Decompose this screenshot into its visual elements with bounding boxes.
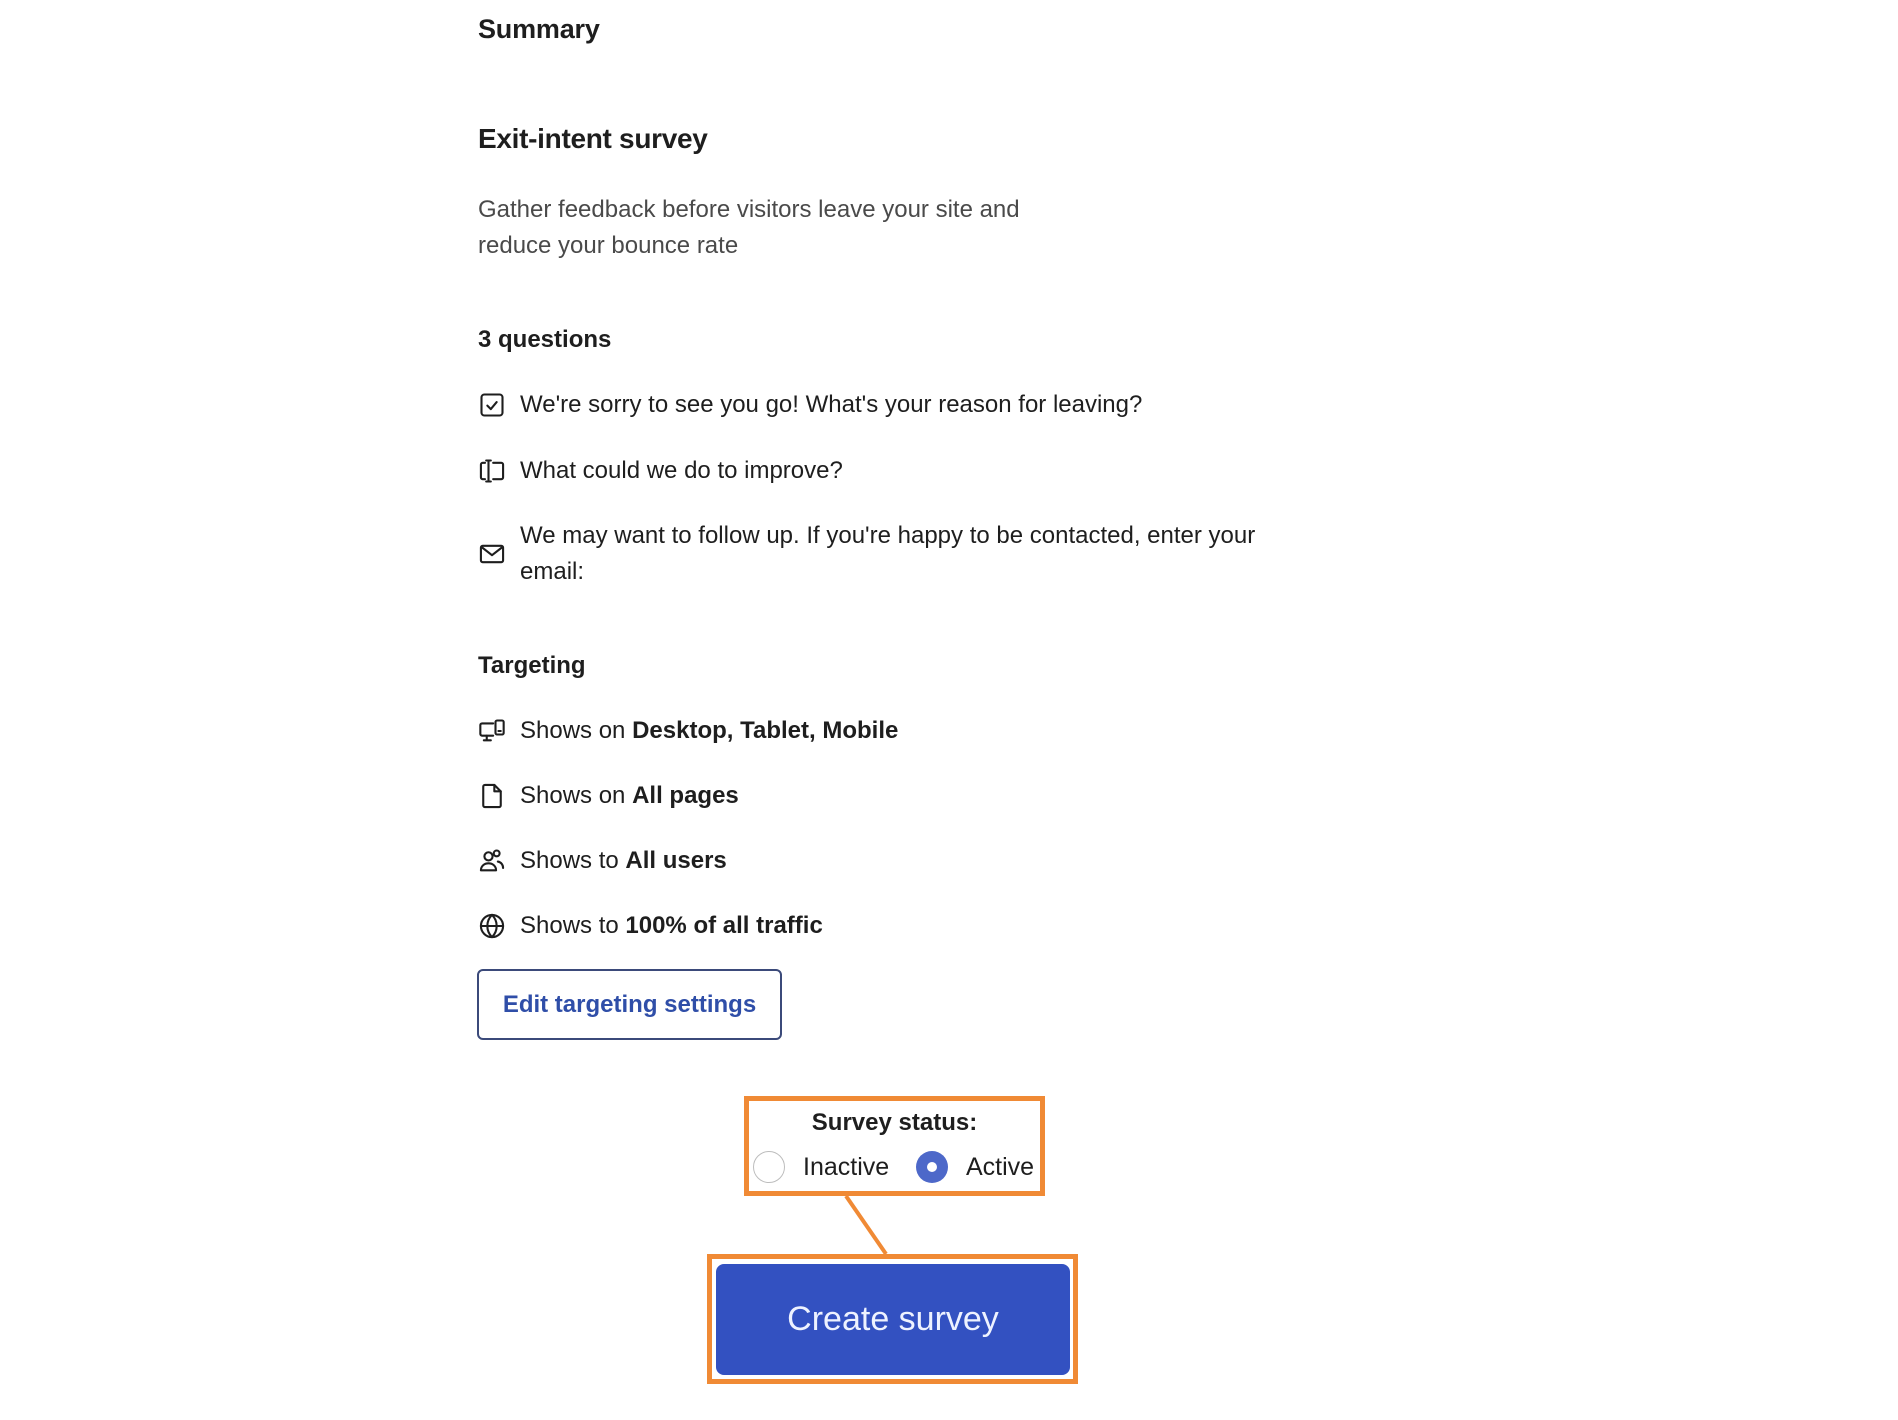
survey-status-group xyxy=(744,1096,1045,1196)
page-icon xyxy=(476,778,508,814)
question-text: What could we do to improve? xyxy=(520,457,843,484)
targeting-value: All users xyxy=(625,847,727,874)
text-input-icon xyxy=(476,453,508,489)
status-inactive-label: Inactive xyxy=(803,1152,890,1181)
targeting-traffic xyxy=(476,908,1320,944)
targeting-pages xyxy=(476,778,1320,814)
radio-selected-icon[interactable] xyxy=(916,1151,948,1183)
checkbox-icon xyxy=(476,387,508,423)
survey-title: Exit-intent survey xyxy=(478,123,708,154)
status-active-radio[interactable] xyxy=(916,1151,1034,1183)
targeting-value: Desktop, Tablet, Mobile xyxy=(632,717,899,744)
question-item xyxy=(476,453,1320,489)
survey-description: Gather feedback before visitors leave your site and reduce your bounce rate xyxy=(478,196,1020,259)
users-icon xyxy=(476,843,508,879)
question-item xyxy=(476,518,1310,590)
targeting-prefix: Shows on xyxy=(520,782,633,809)
edit-targeting-button[interactable]: Edit targeting settings xyxy=(477,969,782,1040)
targeting-prefix: Shows to xyxy=(520,912,626,939)
questions-heading: 3 questions xyxy=(478,326,612,353)
envelope-icon xyxy=(476,518,508,590)
survey-status-label: Survey status: xyxy=(811,1109,978,1136)
question-text: We may want to follow up. If you're happy to be contacted, enter your email: xyxy=(520,522,1256,585)
targeting-value: 100% of all traffic xyxy=(625,912,823,939)
summary-heading: Summary xyxy=(478,14,600,44)
globe-icon xyxy=(476,908,508,944)
devices-icon xyxy=(476,713,508,749)
status-inactive-radio[interactable] xyxy=(753,1151,889,1183)
create-survey-button[interactable]: Create survey xyxy=(716,1264,1070,1375)
targeting-heading: Targeting xyxy=(478,652,586,679)
question-text: We're sorry to see you go! What's your reason for leaving? xyxy=(520,391,1143,418)
targeting-prefix: Shows on xyxy=(520,717,633,744)
status-active-label: Active xyxy=(966,1152,1035,1181)
targeting-devices xyxy=(476,713,1320,749)
targeting-users xyxy=(476,843,1320,879)
question-item xyxy=(476,387,1320,423)
targeting-prefix: Shows to xyxy=(520,847,626,874)
create-survey-highlight xyxy=(707,1254,1078,1384)
radio-unselected-icon[interactable] xyxy=(753,1151,785,1183)
targeting-value: All pages xyxy=(632,782,739,809)
